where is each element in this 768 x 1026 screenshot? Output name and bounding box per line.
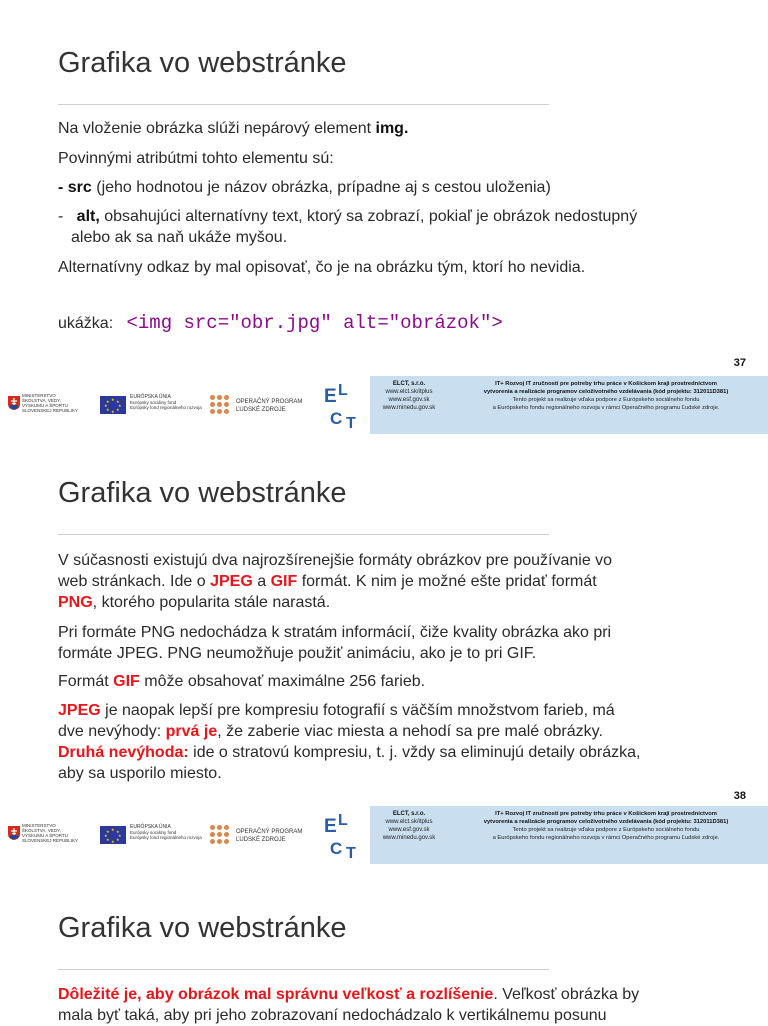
elct-logo-icon	[322, 378, 372, 432]
page-number: 38	[733, 790, 746, 802]
example: ukážka: <img src="obr.jpg" alt="obrázok">	[58, 312, 503, 334]
svg-text:L: L	[338, 812, 348, 829]
slovak-emblem-icon	[8, 826, 20, 840]
code-sample: <img src="obr.jpg" alt="obrázok">	[126, 312, 503, 334]
op-logo-icon	[210, 395, 230, 413]
paragraph: Formát GIF môže obsahovať maximálne 256 farieb.	[58, 673, 426, 690]
paragraph: - src (jeho hodnotou je názov obrázka, prípadne aj s cestou uloženia)	[58, 179, 551, 196]
slide-title: Grafika vo webstránke	[58, 912, 347, 944]
op-logo-text: OPERAČNÝ PROGRAM ĽUDSKÉ ZDROJE	[236, 399, 303, 413]
svg-text:E: E	[324, 386, 337, 407]
slide-37	[0, 0, 768, 440]
footer	[0, 376, 768, 434]
elct-logo-icon	[322, 808, 372, 862]
paragraph: Na vloženie obrázka slúži nepárový element img.	[58, 120, 409, 137]
elct-contact: ELCT, s.r.o. www.elct.sk/itplus www.esf.gov.sk www.minedu.gov.sk	[382, 811, 436, 841]
slide-38	[0, 440, 768, 880]
op-logo-icon	[210, 825, 230, 843]
svg-text:T: T	[346, 415, 356, 432]
svg-text:C: C	[330, 839, 343, 858]
eu-flag-icon: ★ ★ ★ ★ ★ ★ ★ ★	[100, 396, 126, 414]
svg-text:C: C	[330, 409, 343, 428]
eu-logo-text: EURÓPSKA ÚNIA Európsky sociálny fond Európsky fond regionálneho rozvoja	[130, 824, 202, 840]
project-description: IT+ Rozvoj IT zručností pre potreby trhu práce v Košickom kraji prostredníctvom vytvorenia a realizácie programov celoživotného vzdelávania (kód projektu: 312011D381) Tento projekt sa realizuje vďaka podpore z Európskeho sociálneho fondu a Európskeho fondu regionálneho rozvoja v rámci Operačného programu Ľudské zdroje.	[483, 381, 729, 411]
paragraph: Alternatívny odkaz by mal opisovať, čo je na obrázku tým, ktorí ho nevidia.	[58, 259, 586, 276]
paragraph: Pri formáte PNG nedochádza k stratám informácií, čiže kvality obrázka ako pri formáte JPEG. PNG neumožňuje použiť animáciu, ako je to pri GIF.	[58, 624, 612, 662]
op-logo-text: OPERAČNÝ PROGRAM ĽUDSKÉ ZDROJE	[236, 829, 303, 843]
elct-contact: ELCT, s.r.o. www.elct.sk/itplus www.esf.gov.sk www.minedu.gov.sk	[382, 381, 436, 411]
slide-39	[0, 880, 768, 1024]
title-divider	[58, 969, 549, 970]
title-divider	[58, 534, 549, 535]
paragraph: Dôležité je, aby obrázok mal správnu veľkosť a rozlíšenie. Veľkosť obrázka by mala byť taká, aby pri jeho zobrazovaní nedochádzalo k vertikálnemu posunu	[58, 986, 640, 1024]
eu-logo-text: EURÓPSKA ÚNIA Európsky sociálny fond Európsky fond regionálneho rozvoja	[130, 394, 202, 410]
eu-flag-icon: ★ ★ ★ ★ ★ ★ ★ ★	[100, 826, 126, 844]
project-description: IT+ Rozvoj IT zručností pre potreby trhu práce v Košickom kraji prostredníctvom vytvorenia a realizácie programov celoživotného vzdelávania (kód projektu: 312011D381) Tento projekt sa realizuje vďaka podpore z Európskeho sociálneho fondu a Európskeho fondu regionálneho rozvoja v rámci Operačného programu Ľudské zdroje.	[483, 811, 729, 841]
svg-text:T: T	[346, 845, 356, 862]
paragraph: V súčasnosti existujú dva najrozšírenejšie formáty obrázkov pre používanie vo web stránkach. Ide o JPEG a GIF formát. K nim je možné ešte pridať formát PNG, ktorého popularita stále narastá.	[58, 552, 613, 611]
paragraph: Povinnými atribútmi tohto elementu sú:	[58, 150, 334, 167]
footer	[0, 806, 768, 864]
ministry-logo-text: MINISTERSTVO ŠKOLSTVA, VEDY, VÝSKUMU A ŠPORTU SLOVENSKEJ REPUBLIKY	[22, 393, 79, 413]
ministry-logo-text: MINISTERSTVO ŠKOLSTVA, VEDY, VÝSKUMU A ŠPORTU SLOVENSKEJ REPUBLIKY	[22, 823, 79, 843]
title-divider	[58, 104, 549, 105]
slide-title: Grafika vo webstránke	[58, 47, 347, 79]
svg-text:L: L	[338, 382, 348, 399]
paragraph: - alt, obsahujúci alternatívny text, ktorý sa zobrazí, pokiaľ je obrázok nedostupný alebo ak sa naň ukáže myšou.	[58, 208, 638, 246]
paragraph: JPEG je naopak lepší pre kompresiu fotografií s väčším množstvom farieb, má dve nevýhody: prvá je, že zaberie viac miesta a nehodí sa pre malé obrázky. Druhá nevýhoda: ide o stratovú kompresiu, t. j. vždy sa eliminujú detaily obrázka, aby sa usporilo miesto.	[58, 702, 641, 782]
page-number: 37	[733, 357, 746, 369]
slovak-emblem-icon	[8, 396, 20, 410]
slide-title: Grafika vo webstránke	[58, 477, 347, 509]
svg-text:E: E	[324, 816, 337, 837]
